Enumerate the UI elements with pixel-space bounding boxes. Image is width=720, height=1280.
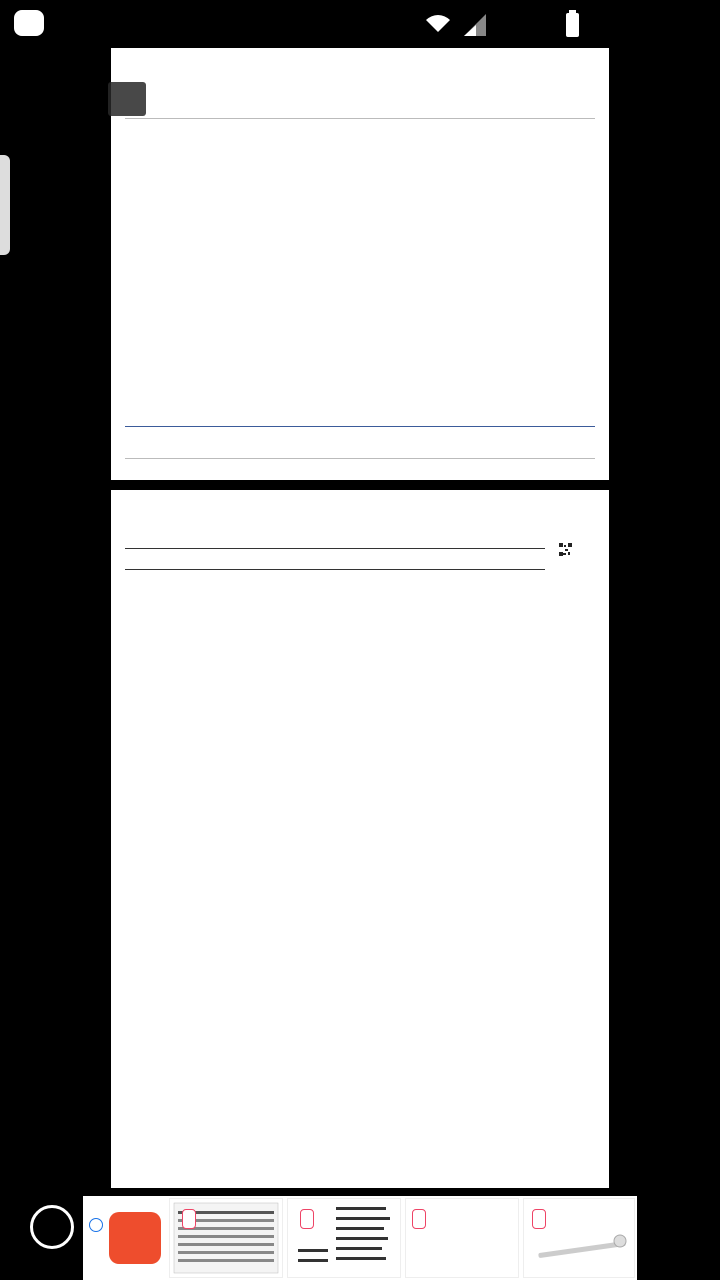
ad-product-tile[interactable]	[405, 1198, 519, 1278]
ad-banner[interactable]	[83, 1196, 637, 1280]
discount-badge	[182, 1209, 196, 1229]
ad-info-icon[interactable]	[89, 1218, 103, 1232]
divider	[125, 458, 595, 459]
edge-panel-handle[interactable]	[0, 155, 10, 255]
signal-icon	[462, 14, 488, 36]
divider	[125, 426, 595, 427]
ad-product-tile[interactable]	[169, 1198, 283, 1278]
divider	[125, 118, 595, 119]
page-indicator	[108, 82, 146, 116]
qr-code-icon	[559, 543, 572, 556]
shopee-logo[interactable]	[109, 1212, 161, 1264]
discount-badge	[300, 1209, 314, 1229]
product-image	[534, 1229, 630, 1269]
discount-badge	[412, 1209, 426, 1229]
status-bar	[0, 0, 720, 50]
battery-icon	[566, 13, 579, 37]
wifi-icon	[424, 12, 452, 34]
document-page-3[interactable]	[111, 490, 609, 1188]
ad-product-tile[interactable]	[523, 1198, 635, 1278]
info-button[interactable]	[30, 1205, 74, 1249]
discount-badge	[532, 1209, 546, 1229]
divider	[125, 569, 545, 570]
line-app-icon	[14, 10, 44, 36]
divider	[125, 548, 545, 549]
document-page-2[interactable]	[111, 48, 609, 480]
ad-product-tile[interactable]	[287, 1198, 401, 1278]
